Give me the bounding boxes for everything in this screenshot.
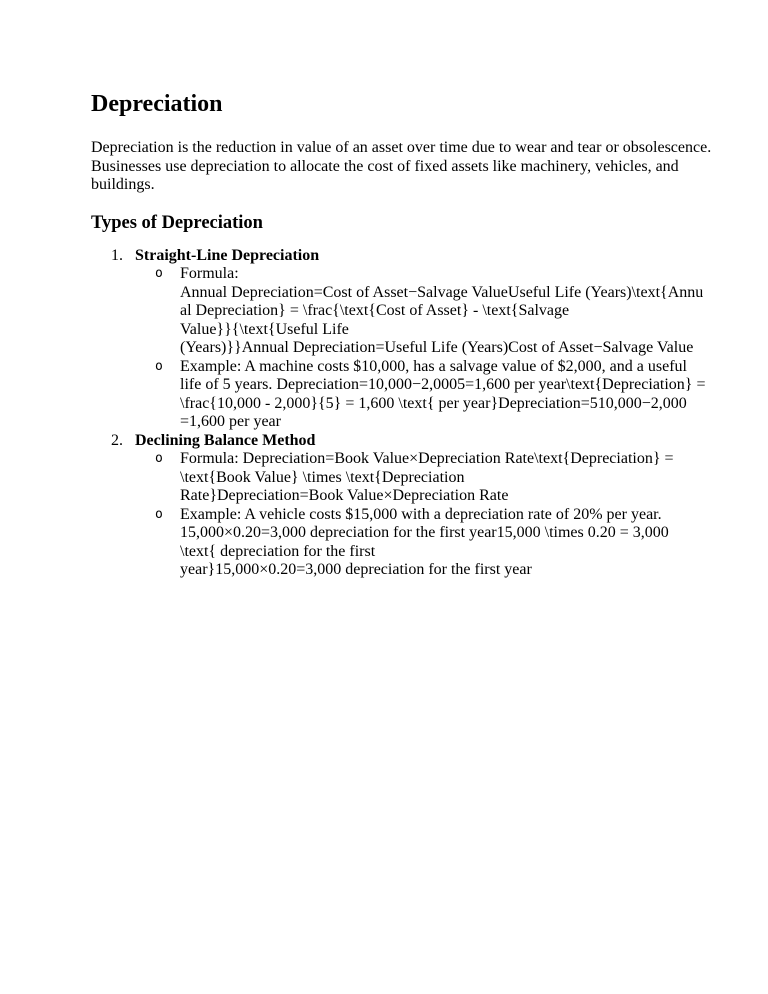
type-title: Declining Balance Method: [135, 431, 316, 449]
text-line: Formula:: [180, 265, 239, 282]
sub-item-example: [135, 506, 675, 580]
bullet-icon: o: [155, 451, 163, 466]
text-line: Formula: Depreciation=Book Value×Depreciation Rate\text{Depreciation} =: [180, 450, 674, 467]
text-line: \frac{10,000 - 2,000}{5} = 1,600 \text{ per year}Depreciation=510,000−2,000: [180, 394, 687, 412]
list-number: 1.: [111, 246, 123, 264]
text-line: (Years)}}Annual Depreciation=Useful Life (Years)Cost of Asset−Salvage Value: [180, 339, 694, 356]
text-line: Annual Depreciation=Cost of Asset−Salvage ValueUseful Life (Years)\text{Annu: [180, 283, 704, 301]
list-number: 2.: [111, 431, 123, 449]
intro-line: Businesses use depreciation to allocate the cost of fixed assets like machinery, vehicles, and: [91, 157, 679, 175]
bullet-icon: o: [155, 506, 163, 522]
type-item-straight-line: [91, 246, 706, 432]
sub-item-example: [135, 357, 706, 432]
document-page: [91, 90, 712, 580]
text-line: =1,600 per year: [180, 413, 281, 430]
text-line: 15,000×0.20=3,000 depreciation for the first year15,000 \times 0.20 = 3,000: [180, 524, 669, 541]
intro-line: Depreciation is the reduction in value of an asset over time due to wear and tear or obsolescence.: [91, 139, 712, 156]
text-line: al Depreciation} = \frac{\text{Cost of Asset} - \text{Salvage: [180, 302, 570, 319]
text-line: \text{Book Value} \times \text{Depreciation: [180, 468, 465, 486]
sub-list: [135, 265, 706, 432]
page-title: Depreciation: [91, 91, 223, 117]
text-line: Example: A vehicle costs $15,000 with a depreciation rate of 20% per year.: [180, 505, 662, 523]
bullet-icon: o: [155, 266, 163, 281]
type-item-declining-balance: [91, 432, 691, 580]
intro-paragraph: [91, 139, 712, 195]
section-heading-types: Types of Depreciation: [91, 212, 263, 233]
sub-item-formula: [135, 450, 675, 506]
text-line: year}15,000×0.20=3,000 depreciation for the first year: [180, 561, 532, 578]
types-list: [91, 246, 706, 580]
text-line: \text{ depreciation for the first: [180, 542, 376, 560]
sub-list: [135, 450, 691, 580]
bullet-icon: o: [155, 358, 163, 374]
text-line: Example: A machine costs $10,000, has a salvage value of $2,000, and a useful: [180, 357, 687, 375]
type-title: Straight-Line Depreciation: [135, 246, 320, 264]
text-line: Rate}Depreciation=Book Value×Depreciation Rate: [180, 487, 509, 504]
intro-line: buildings.: [91, 176, 155, 193]
sub-item-formula: [135, 265, 704, 358]
text-line: life of 5 years. Depreciation=10,000−2,0005=1,600 per year\text{Depreciation} =: [180, 376, 706, 393]
text-line: Value}}{\text{Useful Life: [180, 320, 349, 338]
